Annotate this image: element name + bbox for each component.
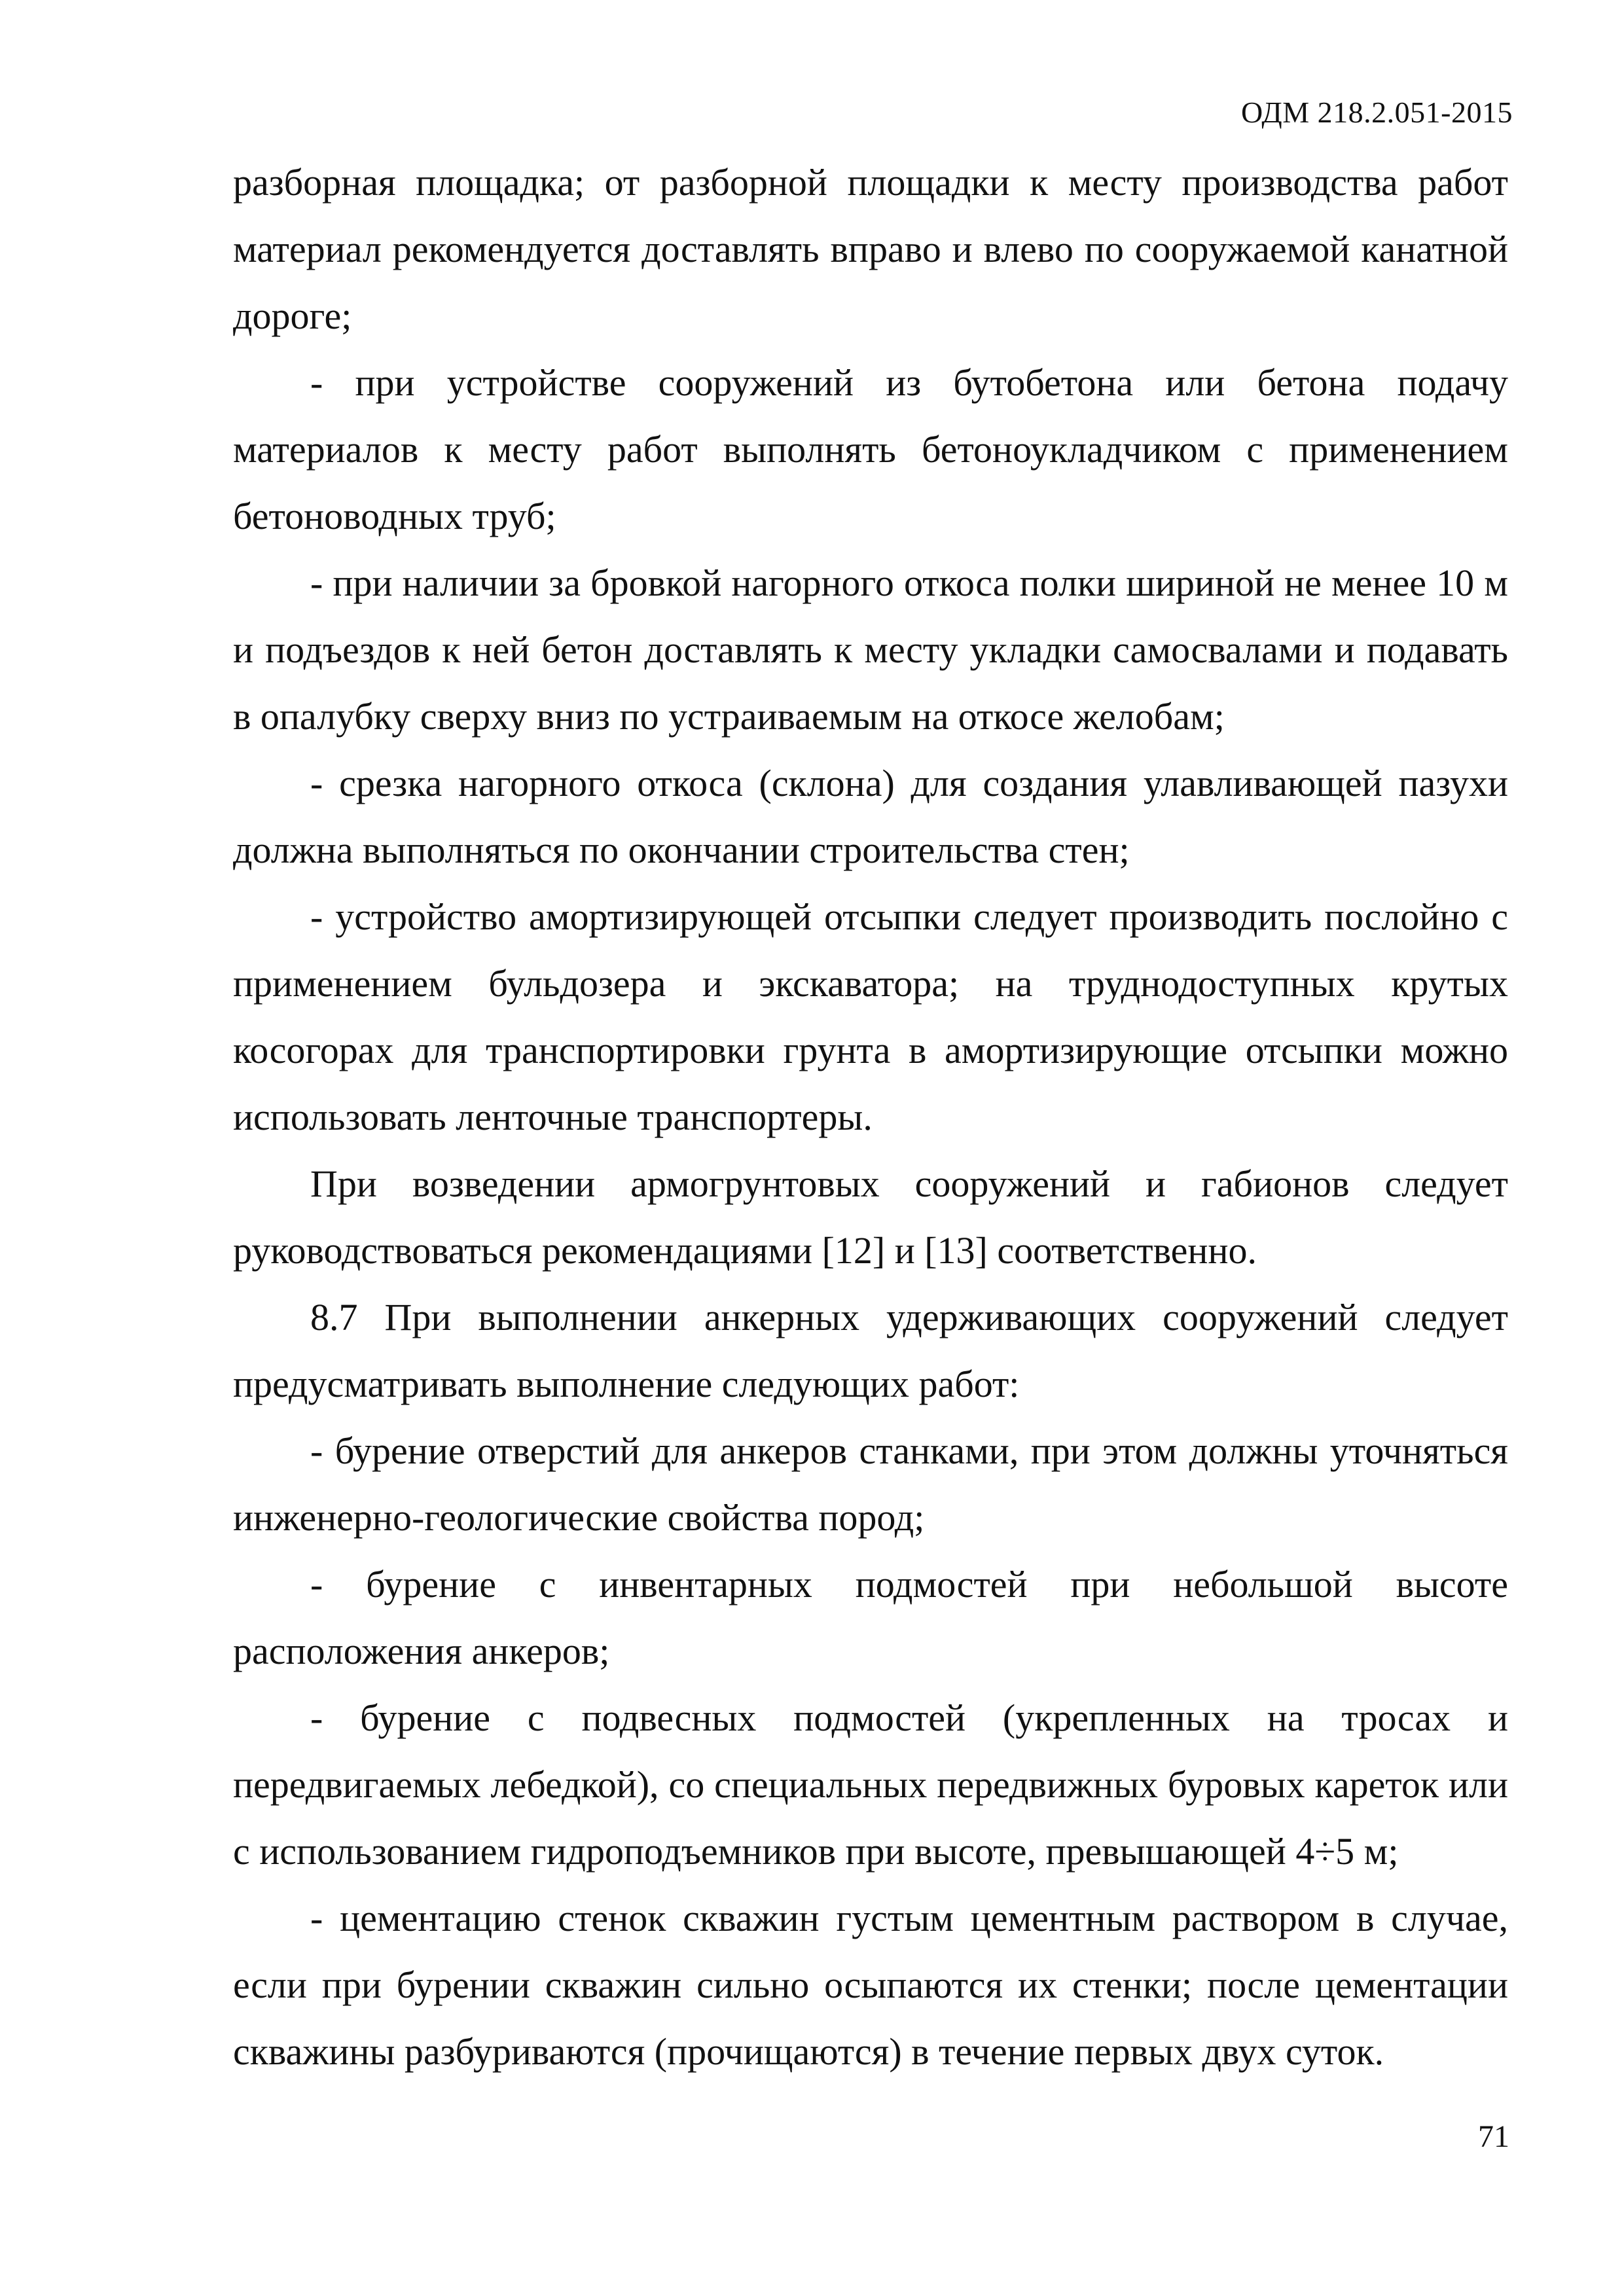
list-item-shelf-delivery: - при наличии за бровкой нагорного откоса полки шириной не менее 10 м и подъездов к ней бетон доставлять к месту укладки самосвалами и подавать в опалубку сверху вниз по устраиваемым на откосе желобам;: [233, 562, 1508, 738]
document-code-header: ОДМ 218.2.051-2015: [1240, 96, 1513, 129]
page-number: 71: [1478, 2119, 1509, 2154]
document-body: [233, 149, 1508, 2085]
list-item-drilling-holes: - бурение отверстий для анкеров станками, при этом должны уточняться инженерно-геологические свойства пород;: [233, 1429, 1508, 1539]
list-item-suspended-scaffold: - бурение с подвесных подмостей (укрепленных на тросах и передвигаемых лебедкой), со специальных передвижных буровых кареток или с использованием гидроподъемников при высоте, превышающей 4÷5 м;: [233, 1696, 1508, 1873]
list-item-damping-fill: - устройство амортизирующей отсыпки следует производить послойно с применением бульдозера и экскаватора; на труднодоступных крутых косогорах для транспортировки грунта в амортизирующие отсыпки можно использовать ленточные транспортеры.: [233, 895, 1508, 1138]
paragraph-continuation: разборная площадка; от разборной площадки к месту производства работ материал рекомендуется доставлять вправо и влево по сооружаемой канатной дороге;: [233, 161, 1508, 337]
list-item-cementation: - цементацию стенок скважин густым цементным раствором в случае, если при бурении скважин сильно осыпаются их стенки; после цементации скважины разбуриваются (прочищаются) в течение первых двух суток.: [233, 1897, 1508, 2073]
list-item-inventory-scaffold: - бурение с инвентарных подмостей при небольшой высоте расположения анкеров;: [233, 1563, 1508, 1672]
paragraph-gabions: При возведении армогрунтовых сооружений и габионов следует руководствоваться рекомендациями [12] и [13] соответственно.: [233, 1162, 1508, 1272]
paragraph-section-8-7: 8.7 При выполнении анкерных удерживающих сооружений следует предусматривать выполнение следующих работ:: [233, 1296, 1508, 1405]
list-item-concrete-supply: - при устройстве сооружений из бутобетона или бетона подачу материалов к месту работ выполнять бетоноукладчиком с применением бетоноводных труб;: [233, 361, 1508, 537]
list-item-slope-cut: - срезка нагорного откоса (склона) для создания улавливающей пазухи должна выполняться по окончании строительства стен;: [233, 762, 1508, 871]
